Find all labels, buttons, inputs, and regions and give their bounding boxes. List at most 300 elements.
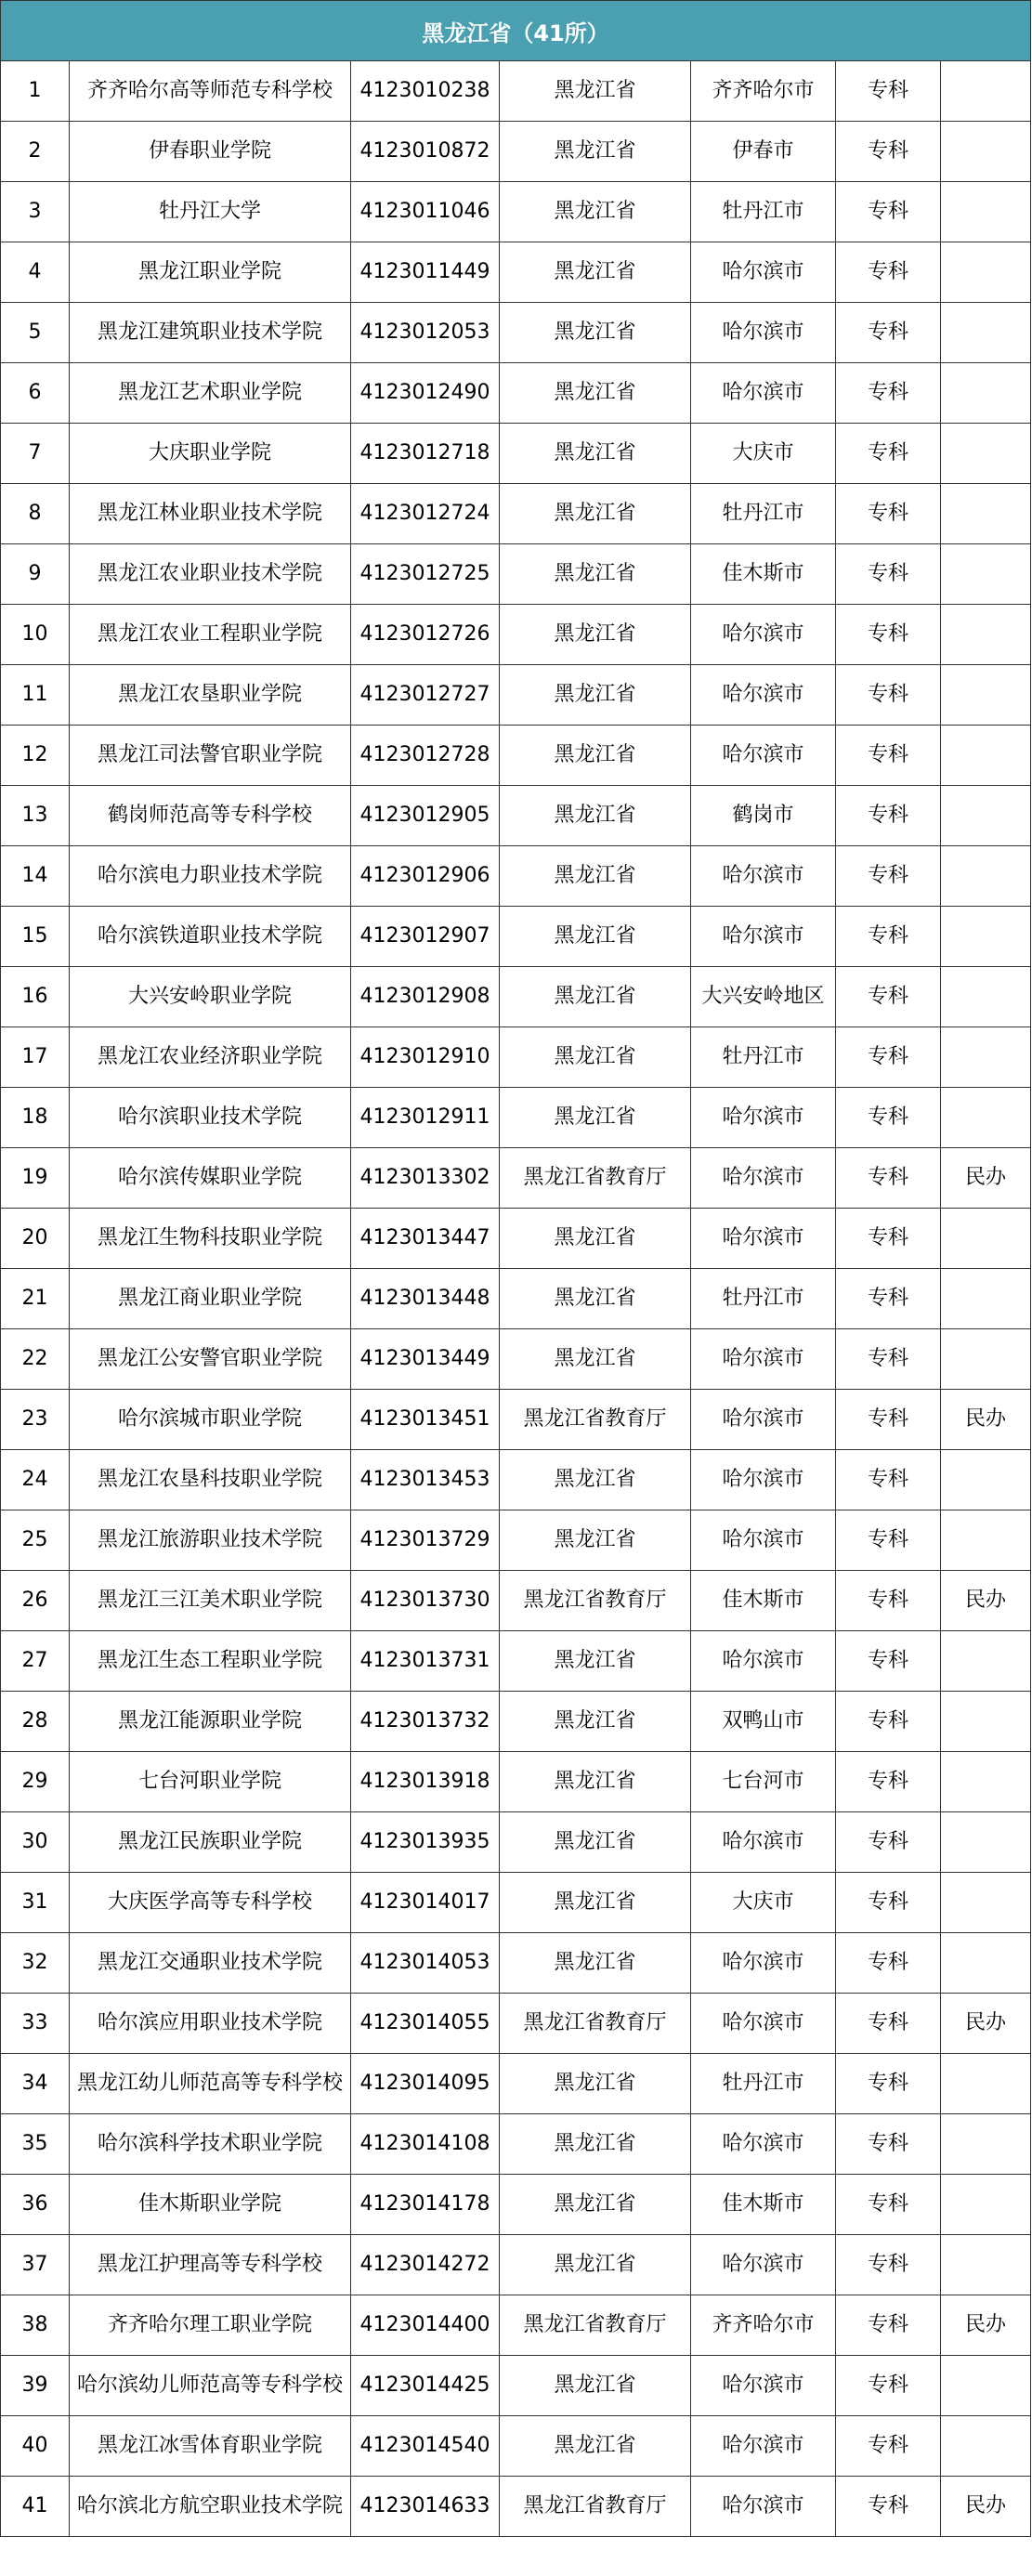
city-cell: 佳木斯市 bbox=[691, 544, 836, 605]
school-name-cell: 齐齐哈尔理工职业学院 bbox=[70, 2295, 351, 2356]
note-cell bbox=[941, 182, 1031, 242]
level-cell: 专科 bbox=[836, 1631, 941, 1692]
city-cell: 哈尔滨市 bbox=[691, 2416, 836, 2477]
note-cell bbox=[941, 303, 1031, 363]
city-cell: 伊春市 bbox=[691, 122, 836, 182]
row-number-cell: 3 bbox=[1, 182, 70, 242]
note-cell bbox=[941, 786, 1031, 846]
authority-cell: 黑龙江省教育厅 bbox=[500, 2477, 691, 2537]
table-row bbox=[1, 1812, 1031, 1873]
city-cell: 哈尔滨市 bbox=[691, 1994, 836, 2054]
table-row bbox=[1, 1269, 1031, 1329]
note-cell: 民办 bbox=[941, 1148, 1031, 1209]
note-cell bbox=[941, 2114, 1031, 2175]
level-cell: 专科 bbox=[836, 1027, 941, 1088]
authority-cell: 黑龙江省 bbox=[500, 1812, 691, 1873]
table-row bbox=[1, 2175, 1031, 2235]
table-row bbox=[1, 484, 1031, 544]
authority-cell: 黑龙江省 bbox=[500, 2356, 691, 2416]
authority-cell: 黑龙江省 bbox=[500, 363, 691, 424]
level-cell: 专科 bbox=[836, 1390, 941, 1450]
note-cell bbox=[941, 967, 1031, 1027]
row-number-cell: 25 bbox=[1, 1510, 70, 1571]
authority-cell: 黑龙江省 bbox=[500, 1510, 691, 1571]
level-cell: 专科 bbox=[836, 1088, 941, 1148]
school-name-cell: 哈尔滨铁道职业技术学院 bbox=[70, 907, 351, 967]
level-cell: 专科 bbox=[836, 363, 941, 424]
city-cell: 鹤岗市 bbox=[691, 786, 836, 846]
school-name-cell: 黑龙江农业经济职业学院 bbox=[70, 1027, 351, 1088]
level-cell: 专科 bbox=[836, 182, 941, 242]
row-number-cell: 4 bbox=[1, 242, 70, 303]
school-name-cell: 黑龙江交通职业技术学院 bbox=[70, 1933, 351, 1994]
table-row bbox=[1, 1390, 1031, 1450]
city-cell: 双鸭山市 bbox=[691, 1692, 836, 1752]
school-name-cell: 黑龙江冰雪体育职业学院 bbox=[70, 2416, 351, 2477]
city-cell: 哈尔滨市 bbox=[691, 363, 836, 424]
table-row bbox=[1, 1510, 1031, 1571]
row-number-cell: 19 bbox=[1, 1148, 70, 1209]
school-name-cell: 黑龙江艺术职业学院 bbox=[70, 363, 351, 424]
table-body bbox=[1, 61, 1031, 2537]
level-cell: 专科 bbox=[836, 1450, 941, 1510]
school-name-cell: 黑龙江生物科技职业学院 bbox=[70, 1209, 351, 1269]
table-row bbox=[1, 967, 1031, 1027]
table-row bbox=[1, 1148, 1031, 1209]
school-name-cell: 黑龙江旅游职业技术学院 bbox=[70, 1510, 351, 1571]
city-cell: 牡丹江市 bbox=[691, 484, 836, 544]
note-cell bbox=[941, 544, 1031, 605]
title-row bbox=[1, 1, 1031, 61]
school-code-cell: 4123012908 bbox=[351, 967, 500, 1027]
table-row bbox=[1, 665, 1031, 726]
school-name-cell: 黑龙江农业职业技术学院 bbox=[70, 544, 351, 605]
authority-cell: 黑龙江省教育厅 bbox=[500, 1571, 691, 1631]
authority-cell: 黑龙江省 bbox=[500, 182, 691, 242]
school-name-cell: 牡丹江大学 bbox=[70, 182, 351, 242]
note-cell bbox=[941, 2054, 1031, 2114]
level-cell: 专科 bbox=[836, 1692, 941, 1752]
level-cell: 专科 bbox=[836, 484, 941, 544]
school-name-cell: 哈尔滨科学技术职业学院 bbox=[70, 2114, 351, 2175]
school-code-cell: 4123012724 bbox=[351, 484, 500, 544]
authority-cell: 黑龙江省 bbox=[500, 665, 691, 726]
school-code-cell: 4123010872 bbox=[351, 122, 500, 182]
authority-cell: 黑龙江省 bbox=[500, 122, 691, 182]
note-cell bbox=[941, 1873, 1031, 1933]
school-name-cell: 哈尔滨职业技术学院 bbox=[70, 1088, 351, 1148]
authority-cell: 黑龙江省 bbox=[500, 1209, 691, 1269]
school-name-cell: 伊春职业学院 bbox=[70, 122, 351, 182]
school-code-cell: 4123014017 bbox=[351, 1873, 500, 1933]
city-cell: 哈尔滨市 bbox=[691, 1088, 836, 1148]
authority-cell: 黑龙江省教育厅 bbox=[500, 1390, 691, 1450]
city-cell: 齐齐哈尔市 bbox=[691, 2295, 836, 2356]
table-row bbox=[1, 2114, 1031, 2175]
school-name-cell: 佳木斯职业学院 bbox=[70, 2175, 351, 2235]
level-cell: 专科 bbox=[836, 2114, 941, 2175]
row-number-cell: 20 bbox=[1, 1209, 70, 1269]
level-cell: 专科 bbox=[836, 1752, 941, 1812]
city-cell: 哈尔滨市 bbox=[691, 303, 836, 363]
row-number-cell: 33 bbox=[1, 1994, 70, 2054]
school-code-cell: 4123013302 bbox=[351, 1148, 500, 1209]
school-code-cell: 4123012726 bbox=[351, 605, 500, 665]
authority-cell: 黑龙江省 bbox=[500, 1692, 691, 1752]
authority-cell: 黑龙江省 bbox=[500, 726, 691, 786]
city-cell: 哈尔滨市 bbox=[691, 1148, 836, 1209]
note-cell bbox=[941, 1209, 1031, 1269]
school-name-cell: 齐齐哈尔高等师范专科学校 bbox=[70, 61, 351, 122]
city-cell: 哈尔滨市 bbox=[691, 665, 836, 726]
school-name-cell: 七台河职业学院 bbox=[70, 1752, 351, 1812]
school-name-cell: 鹤岗师范高等专科学校 bbox=[70, 786, 351, 846]
note-cell bbox=[941, 2175, 1031, 2235]
school-name-cell: 大庆职业学院 bbox=[70, 424, 351, 484]
city-cell: 大兴安岭地区 bbox=[691, 967, 836, 1027]
city-cell: 哈尔滨市 bbox=[691, 1209, 836, 1269]
note-cell bbox=[941, 1812, 1031, 1873]
city-cell: 哈尔滨市 bbox=[691, 1933, 836, 1994]
city-cell: 七台河市 bbox=[691, 1752, 836, 1812]
authority-cell: 黑龙江省 bbox=[500, 1027, 691, 1088]
table-row bbox=[1, 544, 1031, 605]
row-number-cell: 6 bbox=[1, 363, 70, 424]
authority-cell: 黑龙江省 bbox=[500, 786, 691, 846]
table-row bbox=[1, 846, 1031, 907]
school-code-cell: 4123012725 bbox=[351, 544, 500, 605]
school-code-cell: 4123013447 bbox=[351, 1209, 500, 1269]
school-code-cell: 4123013449 bbox=[351, 1329, 500, 1390]
school-name-cell: 黑龙江民族职业学院 bbox=[70, 1812, 351, 1873]
authority-cell: 黑龙江省 bbox=[500, 605, 691, 665]
table-row bbox=[1, 363, 1031, 424]
note-cell bbox=[941, 1450, 1031, 1510]
note-cell bbox=[941, 1088, 1031, 1148]
school-code-cell: 4123011046 bbox=[351, 182, 500, 242]
table-row bbox=[1, 1450, 1031, 1510]
city-cell: 哈尔滨市 bbox=[691, 1329, 836, 1390]
authority-cell: 黑龙江省 bbox=[500, 242, 691, 303]
authority-cell: 黑龙江省 bbox=[500, 2114, 691, 2175]
level-cell: 专科 bbox=[836, 2416, 941, 2477]
school-code-cell: 4123014108 bbox=[351, 2114, 500, 2175]
school-name-cell: 哈尔滨传媒职业学院 bbox=[70, 1148, 351, 1209]
note-cell bbox=[941, 1510, 1031, 1571]
school-code-cell: 4123012490 bbox=[351, 363, 500, 424]
school-name-cell: 哈尔滨北方航空职业技术学院 bbox=[70, 2477, 351, 2537]
authority-cell: 黑龙江省 bbox=[500, 303, 691, 363]
row-number-cell: 22 bbox=[1, 1329, 70, 1390]
level-cell: 专科 bbox=[836, 424, 941, 484]
row-number-cell: 24 bbox=[1, 1450, 70, 1510]
level-cell: 专科 bbox=[836, 303, 941, 363]
row-number-cell: 23 bbox=[1, 1390, 70, 1450]
table-row bbox=[1, 2235, 1031, 2295]
city-cell: 哈尔滨市 bbox=[691, 907, 836, 967]
school-code-cell: 4123012911 bbox=[351, 1088, 500, 1148]
level-cell: 专科 bbox=[836, 2295, 941, 2356]
note-cell bbox=[941, 665, 1031, 726]
authority-cell: 黑龙江省 bbox=[500, 1873, 691, 1933]
row-number-cell: 9 bbox=[1, 544, 70, 605]
level-cell: 专科 bbox=[836, 1269, 941, 1329]
school-code-cell: 4123014272 bbox=[351, 2235, 500, 2295]
level-cell: 专科 bbox=[836, 967, 941, 1027]
school-name-cell: 黑龙江农业工程职业学院 bbox=[70, 605, 351, 665]
note-cell bbox=[941, 1027, 1031, 1088]
school-code-cell: 4123013731 bbox=[351, 1631, 500, 1692]
note-cell bbox=[941, 242, 1031, 303]
level-cell: 专科 bbox=[836, 2477, 941, 2537]
city-cell: 哈尔滨市 bbox=[691, 2114, 836, 2175]
school-name-cell: 大兴安岭职业学院 bbox=[70, 967, 351, 1027]
city-cell: 哈尔滨市 bbox=[691, 2356, 836, 2416]
table-row bbox=[1, 1088, 1031, 1148]
school-name-cell: 哈尔滨应用职业技术学院 bbox=[70, 1994, 351, 2054]
table-row bbox=[1, 303, 1031, 363]
level-cell: 专科 bbox=[836, 242, 941, 303]
table-row bbox=[1, 1692, 1031, 1752]
level-cell: 专科 bbox=[836, 544, 941, 605]
school-name-cell: 黑龙江农垦职业学院 bbox=[70, 665, 351, 726]
authority-cell: 黑龙江省 bbox=[500, 1329, 691, 1390]
note-cell bbox=[941, 61, 1031, 122]
city-cell: 哈尔滨市 bbox=[691, 1510, 836, 1571]
table-row bbox=[1, 2295, 1031, 2356]
city-cell: 哈尔滨市 bbox=[691, 726, 836, 786]
school-name-cell: 黑龙江林业职业技术学院 bbox=[70, 484, 351, 544]
school-code-cell: 4123014178 bbox=[351, 2175, 500, 2235]
note-cell bbox=[941, 726, 1031, 786]
table-row bbox=[1, 1209, 1031, 1269]
note-cell: 民办 bbox=[941, 2477, 1031, 2537]
school-code-cell: 4123013453 bbox=[351, 1450, 500, 1510]
city-cell: 哈尔滨市 bbox=[691, 605, 836, 665]
school-code-cell: 4123013730 bbox=[351, 1571, 500, 1631]
city-cell: 哈尔滨市 bbox=[691, 2235, 836, 2295]
row-number-cell: 39 bbox=[1, 2356, 70, 2416]
city-cell: 哈尔滨市 bbox=[691, 1450, 836, 1510]
row-number-cell: 5 bbox=[1, 303, 70, 363]
row-number-cell: 35 bbox=[1, 2114, 70, 2175]
table-row bbox=[1, 1933, 1031, 1994]
school-name-cell: 黑龙江公安警官职业学院 bbox=[70, 1329, 351, 1390]
school-name-cell: 黑龙江司法警官职业学院 bbox=[70, 726, 351, 786]
school-code-cell: 4123012053 bbox=[351, 303, 500, 363]
table-row bbox=[1, 786, 1031, 846]
level-cell: 专科 bbox=[836, 726, 941, 786]
note-cell bbox=[941, 1269, 1031, 1329]
authority-cell: 黑龙江省 bbox=[500, 1933, 691, 1994]
row-number-cell: 21 bbox=[1, 1269, 70, 1329]
city-cell: 哈尔滨市 bbox=[691, 1812, 836, 1873]
note-cell bbox=[941, 2416, 1031, 2477]
note-cell bbox=[941, 1631, 1031, 1692]
row-number-cell: 30 bbox=[1, 1812, 70, 1873]
note-cell bbox=[941, 2356, 1031, 2416]
row-number-cell: 32 bbox=[1, 1933, 70, 1994]
note-cell bbox=[941, 1692, 1031, 1752]
table-row bbox=[1, 182, 1031, 242]
school-code-cell: 4123010238 bbox=[351, 61, 500, 122]
school-code-cell: 4123012910 bbox=[351, 1027, 500, 1088]
authority-cell: 黑龙江省 bbox=[500, 61, 691, 122]
city-cell: 牡丹江市 bbox=[691, 1027, 836, 1088]
city-cell: 佳木斯市 bbox=[691, 1571, 836, 1631]
table-row bbox=[1, 1631, 1031, 1692]
table-row bbox=[1, 1027, 1031, 1088]
table-row bbox=[1, 1752, 1031, 1812]
city-cell: 大庆市 bbox=[691, 1873, 836, 1933]
table-row bbox=[1, 726, 1031, 786]
authority-cell: 黑龙江省 bbox=[500, 2416, 691, 2477]
city-cell: 哈尔滨市 bbox=[691, 1390, 836, 1450]
level-cell: 专科 bbox=[836, 786, 941, 846]
city-cell: 牡丹江市 bbox=[691, 1269, 836, 1329]
authority-cell: 黑龙江省教育厅 bbox=[500, 1994, 691, 2054]
school-code-cell: 4123011449 bbox=[351, 242, 500, 303]
school-name-cell: 大庆医学高等专科学校 bbox=[70, 1873, 351, 1933]
row-number-cell: 8 bbox=[1, 484, 70, 544]
authority-cell: 黑龙江省 bbox=[500, 2054, 691, 2114]
table-title: 黑龙江省（41所） bbox=[1, 1, 1031, 61]
row-number-cell: 7 bbox=[1, 424, 70, 484]
level-cell: 专科 bbox=[836, 122, 941, 182]
row-number-cell: 31 bbox=[1, 1873, 70, 1933]
school-code-cell: 4123012727 bbox=[351, 665, 500, 726]
school-code-cell: 4123014055 bbox=[351, 1994, 500, 2054]
city-cell: 哈尔滨市 bbox=[691, 2477, 836, 2537]
level-cell: 专科 bbox=[836, 1209, 941, 1269]
row-number-cell: 2 bbox=[1, 122, 70, 182]
school-name-cell: 黑龙江护理高等专科学校 bbox=[70, 2235, 351, 2295]
city-cell: 大庆市 bbox=[691, 424, 836, 484]
authority-cell: 黑龙江省 bbox=[500, 967, 691, 1027]
school-name-cell: 哈尔滨幼儿师范高等专科学校 bbox=[70, 2356, 351, 2416]
row-number-cell: 37 bbox=[1, 2235, 70, 2295]
school-name-cell: 黑龙江生态工程职业学院 bbox=[70, 1631, 351, 1692]
row-number-cell: 16 bbox=[1, 967, 70, 1027]
note-cell bbox=[941, 605, 1031, 665]
school-name-cell: 黑龙江幼儿师范高等专科学校 bbox=[70, 2054, 351, 2114]
row-number-cell: 15 bbox=[1, 907, 70, 967]
school-name-cell: 哈尔滨电力职业技术学院 bbox=[70, 846, 351, 907]
row-number-cell: 27 bbox=[1, 1631, 70, 1692]
authority-cell: 黑龙江省 bbox=[500, 1269, 691, 1329]
school-code-cell: 4123012906 bbox=[351, 846, 500, 907]
school-name-cell: 哈尔滨城市职业学院 bbox=[70, 1390, 351, 1450]
school-code-cell: 4123013448 bbox=[351, 1269, 500, 1329]
note-cell bbox=[941, 907, 1031, 967]
table-row bbox=[1, 2054, 1031, 2114]
level-cell: 专科 bbox=[836, 1873, 941, 1933]
level-cell: 专科 bbox=[836, 1148, 941, 1209]
row-number-cell: 28 bbox=[1, 1692, 70, 1752]
school-code-cell: 4123013935 bbox=[351, 1812, 500, 1873]
school-code-cell: 4123014400 bbox=[351, 2295, 500, 2356]
authority-cell: 黑龙江省 bbox=[500, 1088, 691, 1148]
table-row bbox=[1, 424, 1031, 484]
authority-cell: 黑龙江省 bbox=[500, 484, 691, 544]
authority-cell: 黑龙江省 bbox=[500, 846, 691, 907]
table-row bbox=[1, 605, 1031, 665]
note-cell: 民办 bbox=[941, 1390, 1031, 1450]
school-name-cell: 黑龙江能源职业学院 bbox=[70, 1692, 351, 1752]
note-cell bbox=[941, 122, 1031, 182]
city-cell: 齐齐哈尔市 bbox=[691, 61, 836, 122]
table-row bbox=[1, 242, 1031, 303]
school-code-cell: 4123013451 bbox=[351, 1390, 500, 1450]
note-cell bbox=[941, 484, 1031, 544]
row-number-cell: 26 bbox=[1, 1571, 70, 1631]
city-cell: 哈尔滨市 bbox=[691, 242, 836, 303]
table-row bbox=[1, 907, 1031, 967]
city-cell: 哈尔滨市 bbox=[691, 1631, 836, 1692]
row-number-cell: 34 bbox=[1, 2054, 70, 2114]
note-cell: 民办 bbox=[941, 2295, 1031, 2356]
authority-cell: 黑龙江省教育厅 bbox=[500, 2295, 691, 2356]
authority-cell: 黑龙江省 bbox=[500, 2175, 691, 2235]
authority-cell: 黑龙江省 bbox=[500, 424, 691, 484]
level-cell: 专科 bbox=[836, 1510, 941, 1571]
level-cell: 专科 bbox=[836, 2054, 941, 2114]
level-cell: 专科 bbox=[836, 1329, 941, 1390]
authority-cell: 黑龙江省 bbox=[500, 1450, 691, 1510]
row-number-cell: 41 bbox=[1, 2477, 70, 2537]
level-cell: 专科 bbox=[836, 2235, 941, 2295]
note-cell bbox=[941, 2235, 1031, 2295]
school-name-cell: 黑龙江职业学院 bbox=[70, 242, 351, 303]
row-number-cell: 38 bbox=[1, 2295, 70, 2356]
row-number-cell: 1 bbox=[1, 61, 70, 122]
school-code-cell: 4123012905 bbox=[351, 786, 500, 846]
table-row bbox=[1, 1873, 1031, 1933]
school-name-cell: 黑龙江三江美术职业学院 bbox=[70, 1571, 351, 1631]
row-number-cell: 18 bbox=[1, 1088, 70, 1148]
school-code-cell: 4123012907 bbox=[351, 907, 500, 967]
city-cell: 牡丹江市 bbox=[691, 2054, 836, 2114]
authority-cell: 黑龙江省 bbox=[500, 907, 691, 967]
level-cell: 专科 bbox=[836, 846, 941, 907]
school-code-cell: 4123012728 bbox=[351, 726, 500, 786]
row-number-cell: 13 bbox=[1, 786, 70, 846]
school-code-cell: 4123013918 bbox=[351, 1752, 500, 1812]
note-cell bbox=[941, 846, 1031, 907]
authority-cell: 黑龙江省教育厅 bbox=[500, 1148, 691, 1209]
level-cell: 专科 bbox=[836, 605, 941, 665]
row-number-cell: 11 bbox=[1, 665, 70, 726]
row-number-cell: 17 bbox=[1, 1027, 70, 1088]
note-cell: 民办 bbox=[941, 1571, 1031, 1631]
level-cell: 专科 bbox=[836, 2175, 941, 2235]
school-code-cell: 4123014540 bbox=[351, 2416, 500, 2477]
note-cell bbox=[941, 1329, 1031, 1390]
level-cell: 专科 bbox=[836, 1994, 941, 2054]
table-row bbox=[1, 1994, 1031, 2054]
level-cell: 专科 bbox=[836, 61, 941, 122]
note-cell: 民办 bbox=[941, 1994, 1031, 2054]
table-row bbox=[1, 2356, 1031, 2416]
school-code-cell: 4123013729 bbox=[351, 1510, 500, 1571]
school-code-cell: 4123014633 bbox=[351, 2477, 500, 2537]
row-number-cell: 12 bbox=[1, 726, 70, 786]
school-name-cell: 黑龙江建筑职业技术学院 bbox=[70, 303, 351, 363]
table-row bbox=[1, 122, 1031, 182]
school-name-cell: 黑龙江农垦科技职业学院 bbox=[70, 1450, 351, 1510]
note-cell bbox=[941, 363, 1031, 424]
city-cell: 牡丹江市 bbox=[691, 182, 836, 242]
